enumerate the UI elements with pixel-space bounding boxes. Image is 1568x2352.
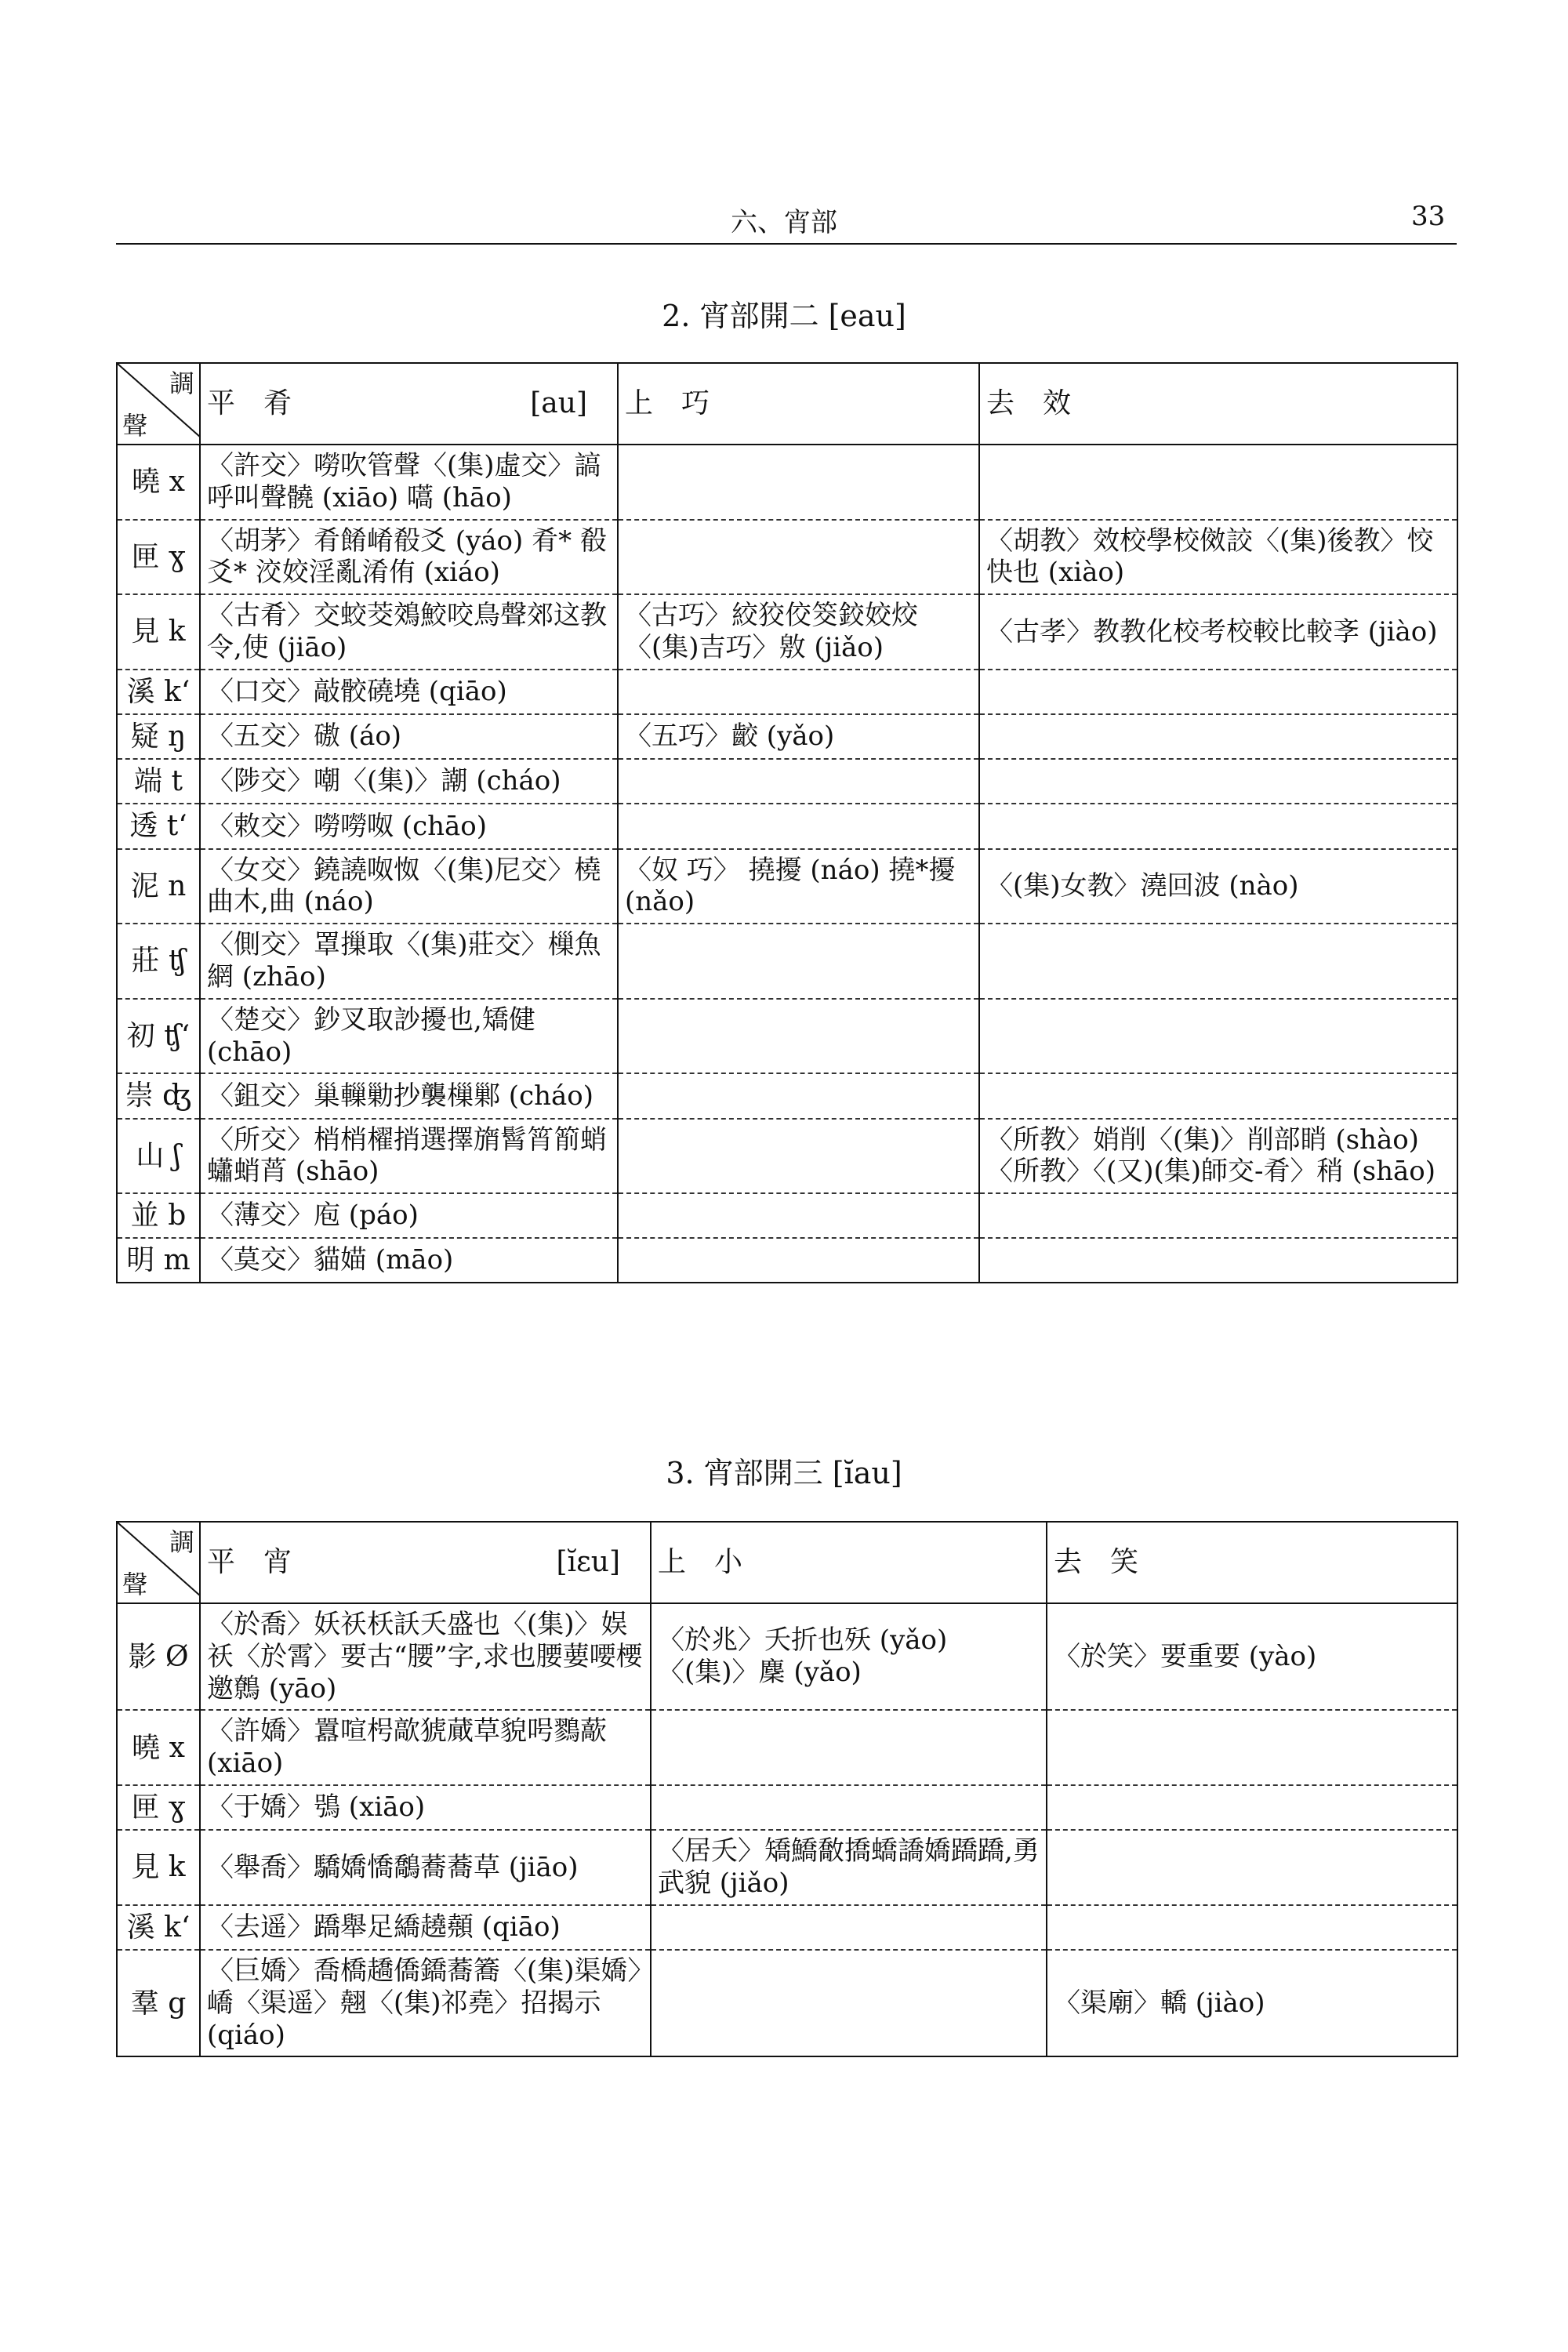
ping-cell: 〈敕交〉嘮嘮呶 (chāo) <box>200 804 618 848</box>
initial-cell: 莊 ʧ <box>117 924 200 999</box>
qu-cell: 〈渠廟〉轎 (jiào) <box>1047 1950 1457 2056</box>
table-row <box>117 1785 1457 1830</box>
table-header-row <box>117 1522 1457 1603</box>
qu-cell <box>979 924 1457 999</box>
initial-cell: 匣 ɣ <box>117 1785 200 1830</box>
shang-cell: 〈古巧〉絞狡佼筊鉸姣烄〈(集)吉巧〉敫 (jiǎo) <box>618 594 979 670</box>
ping-cell: 〈於喬〉妖祅枖訞夭盛也〈(集)〉娱祅〈於霄〉要古“腰”字,求也腰葽喓楆邀鷯 (yāo) <box>200 1603 651 1710</box>
qu-cell <box>979 714 1457 759</box>
table-row <box>117 1710 1457 1785</box>
initial-cell: 曉 x <box>117 1710 200 1785</box>
header-ping-ipa: [ĭɛu] <box>556 1546 620 1579</box>
qu-cell: 〈於笑〉要重要 (yào) <box>1047 1603 1457 1710</box>
ping-cell: 〈去遥〉蹻舉足繑趬顤 (qiāo) <box>200 1905 651 1950</box>
initial-cell: 並 b <box>117 1193 200 1238</box>
ping-cell: 〈莫交〉貓媌 (māo) <box>200 1238 618 1283</box>
initial-cell: 透 tʻ <box>117 804 200 848</box>
table-row <box>117 1905 1457 1950</box>
shang-cell: 〈五巧〉齩 (yǎo) <box>618 714 979 759</box>
table-row <box>117 849 1457 924</box>
table-row <box>117 670 1457 714</box>
shang-cell <box>618 1238 979 1283</box>
header-ping-label: 平 宵 <box>207 1546 292 1579</box>
corner-tone-label: 調 <box>169 368 194 398</box>
ping-cell: 〈楚交〉鈔叉取訬擾也,矯健 (chāo) <box>200 999 618 1074</box>
qu-cell <box>979 1073 1457 1118</box>
initial-cell: 明 m <box>117 1238 200 1283</box>
qu-cell <box>979 759 1457 804</box>
initial-cell: 溪 kʻ <box>117 670 200 714</box>
qu-cell: 〈所教〉娋削〈(集)〉削部睄 (shào)〈所教〉〈(又)(集)師交-肴〉稍 (shāo) <box>979 1119 1457 1194</box>
header-qu: 去 效 <box>979 363 1457 445</box>
header-shang: 上 小 <box>651 1522 1047 1603</box>
shang-cell <box>651 1950 1047 2056</box>
initial-cell: 疑 ŋ <box>117 714 200 759</box>
shang-cell: 〈居夭〉矯鱎敿撟蟜譑嬌蹻蹻,勇武貌 (jiǎo) <box>651 1830 1047 1905</box>
qu-cell <box>1047 1905 1457 1950</box>
corner-initial-label: 聲 <box>122 410 148 441</box>
shang-cell <box>618 1073 979 1118</box>
corner-cell <box>117 363 200 445</box>
initial-cell: 初 ʧʻ <box>117 999 200 1074</box>
shang-cell <box>618 1119 979 1194</box>
table-row <box>117 1193 1457 1238</box>
ping-cell: 〈許嬌〉囂喧枵歊猇蕆草貌呺鷚藃 (xiāo) <box>200 1710 651 1785</box>
table-row <box>117 759 1457 804</box>
qu-cell <box>979 1238 1457 1283</box>
shang-cell <box>618 999 979 1074</box>
table-row <box>117 1830 1457 1905</box>
qu-cell: 〈古孝〉教教化校考校較比較斈 (jiào) <box>979 594 1457 670</box>
ping-cell: 〈所交〉梢梢櫂捎選擇旓髾筲箾蛸蠨蛸莦 (shāo) <box>200 1119 618 1194</box>
initial-cell: 端 t <box>117 759 200 804</box>
table-row <box>117 804 1457 848</box>
shang-cell <box>618 445 979 520</box>
shang-cell <box>618 670 979 714</box>
initial-cell: 山 ʃ <box>117 1119 200 1194</box>
table-row <box>117 1073 1457 1118</box>
ping-cell: 〈巨嬌〉喬橋趫僑鐈蕎簥〈(集)渠嬌〉嶠〈渠遥〉翹〈(集)祁堯〉招揭示 (qiáo) <box>200 1950 651 2056</box>
section-3-table <box>116 1521 1458 2057</box>
section-2-title: 2. 宵部開二 [eau] <box>662 299 906 333</box>
header-ping <box>200 1522 651 1603</box>
corner-tone-label: 調 <box>169 1527 194 1557</box>
initial-cell: 匣 ɣ <box>117 520 200 595</box>
table-row <box>117 1119 1457 1194</box>
page-number: 33 <box>1411 201 1446 232</box>
table-row <box>117 1238 1457 1283</box>
header-ping-label: 平 肴 <box>207 387 292 420</box>
qu-cell: 〈胡教〉效校學校傚詨〈(集)後教〉恔快也 (xiào) <box>979 520 1457 595</box>
qu-cell <box>1047 1830 1457 1905</box>
initial-cell: 泥 n <box>117 849 200 924</box>
qu-cell <box>979 1193 1457 1238</box>
ping-cell: 〈五交〉磝 (áo) <box>200 714 618 759</box>
section-2-table <box>116 362 1458 1283</box>
corner-initial-label: 聲 <box>122 1569 148 1599</box>
header-qu: 去 笑 <box>1047 1522 1457 1603</box>
ping-cell: 〈女交〉鐃譊呶怓〈(集)尼交〉橈曲木,曲 (náo) <box>200 849 618 924</box>
qu-cell <box>979 999 1457 1074</box>
section-3-title: 3. 宵部開三 [ĭau] <box>666 1456 902 1490</box>
table-row <box>117 714 1457 759</box>
ping-cell: 〈胡茅〉肴餚崤殽爻 (yáo) 肴* 殽爻* 洨姣淫亂淆侑 (xiáo) <box>200 520 618 595</box>
ping-cell: 〈許交〉嘮吹管聲〈(集)虛交〉謞呼叫聲髐 (xiāo) 嚆 (hāo) <box>200 445 618 520</box>
ping-cell: 〈口交〉敲骹磽墝 (qiāo) <box>200 670 618 714</box>
header-rule <box>116 243 1457 245</box>
shang-cell <box>618 924 979 999</box>
shang-cell <box>618 1193 979 1238</box>
initial-cell: 羣 g <box>117 1950 200 2056</box>
ping-cell: 〈鉏交〉巢轈勦抄襲樔鄛 (cháo) <box>200 1073 618 1118</box>
shang-cell <box>651 1785 1047 1830</box>
initial-cell: 見 k <box>117 1830 200 1905</box>
table-row <box>117 999 1457 1074</box>
header-ping <box>200 363 618 445</box>
ping-cell: 〈舉喬〉驕嬌憍鷮蕎蕎草 (jiāo) <box>200 1830 651 1905</box>
table-row <box>117 520 1457 595</box>
table-row <box>117 924 1457 999</box>
initial-cell: 見 k <box>117 594 200 670</box>
header-shang: 上 巧 <box>618 363 979 445</box>
shang-cell: 〈於兆〉夭折也殀 (yǎo) 〈(集)〉麇 (yǎo) <box>651 1603 1047 1710</box>
shang-cell <box>618 520 979 595</box>
shang-cell <box>651 1710 1047 1785</box>
ping-cell: 〈側交〉罩摷取〈(集)莊交〉樔魚網 (zhāo) <box>200 924 618 999</box>
shang-cell: 〈奴 巧〉 撓擾 (náo) 撓*擾 (nǎo) <box>618 849 979 924</box>
table-row <box>117 594 1457 670</box>
chapter-title: 六、宵部 <box>731 207 837 238</box>
shang-cell <box>618 759 979 804</box>
ping-cell: 〈古肴〉交蛟茭鵁鮫咬鳥聲郊这教令,使 (jiāo) <box>200 594 618 670</box>
qu-cell <box>979 804 1457 848</box>
initial-cell: 溪 kʻ <box>117 1905 200 1950</box>
qu-cell <box>979 445 1457 520</box>
qu-cell: 〈(集)女教〉澆回波 (nào) <box>979 849 1457 924</box>
initial-cell: 影 Ø <box>117 1603 200 1710</box>
table-header-row <box>117 363 1457 445</box>
ping-cell: 〈于嬌〉鴞 (xiāo) <box>200 1785 651 1830</box>
qu-cell <box>1047 1785 1457 1830</box>
shang-cell <box>618 804 979 848</box>
table-row <box>117 1603 1457 1710</box>
qu-cell <box>979 670 1457 714</box>
corner-cell <box>117 1522 200 1603</box>
qu-cell <box>1047 1710 1457 1785</box>
table-row <box>117 1950 1457 2056</box>
header-ping-ipa: [au] <box>530 387 587 420</box>
ping-cell: 〈陟交〉嘲〈(集)〉謿 (cháo) <box>200 759 618 804</box>
initial-cell: 崇 ʤ <box>117 1073 200 1118</box>
table-row <box>117 445 1457 520</box>
ping-cell: 〈薄交〉庖 (páo) <box>200 1193 618 1238</box>
shang-cell <box>651 1905 1047 1950</box>
initial-cell: 曉 x <box>117 445 200 520</box>
